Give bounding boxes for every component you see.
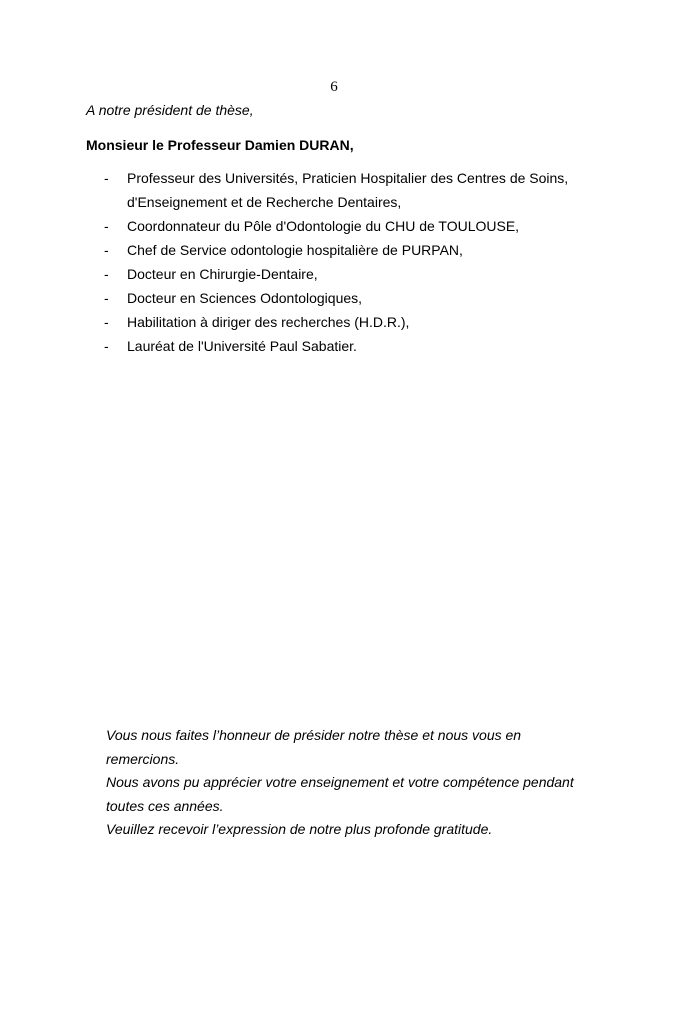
list-dash: - [104, 170, 109, 186]
title-line: Lauréat de l'Université Paul Sabatier. [127, 338, 357, 354]
dedication-heading: A notre président de thèse, [86, 102, 254, 118]
title-item [0, 166, 587, 214]
title-line: Docteur en Sciences Odontologiques, [127, 290, 363, 306]
page-number: 6 [330, 79, 338, 95]
list-dash: - [104, 290, 109, 306]
titles-list [0, 166, 587, 358]
list-dash: - [104, 338, 109, 354]
title-item [0, 238, 587, 262]
title-line: Docteur en Chirurgie-Dentaire, [127, 266, 318, 282]
closing-line: remercions. [106, 750, 180, 767]
title-line: Chef de Service odontologie hospitalière de PURPAN, [127, 242, 463, 258]
title-line: Professeur des Universités, Praticien Hospitalier des Centres de Soins, [127, 170, 569, 186]
closing-line: Veuillez recevoir l’expression de notre plus profonde gratitude. [106, 821, 493, 837]
title-line: Coordonnateur du Pôle d'Odontologie du CHU de TOULOUSE, [127, 218, 520, 234]
title-item [0, 262, 587, 286]
title-line: d'Enseignement et de Recherche Dentaires, [127, 194, 402, 210]
closing-line: toutes ces années. [106, 797, 224, 814]
honoree-name: Monsieur le Professeur Damien DURAN, [86, 137, 354, 153]
title-item [0, 286, 587, 310]
title-item [0, 310, 587, 334]
closing-line: Vous nous faites l’honneur de présider notre thèse et nous vous en [106, 727, 522, 743]
title-item [0, 214, 587, 238]
list-dash: - [104, 218, 109, 234]
title-line: Habilitation à diriger des recherches (H.D.R.), [127, 314, 410, 330]
list-dash: - [104, 266, 109, 282]
list-dash: - [104, 242, 109, 258]
closing-message [106, 724, 586, 842]
closing-line: Nous avons pu apprécier votre enseignement et votre compétence pendant [106, 774, 574, 790]
title-item [0, 334, 587, 358]
list-dash: - [104, 314, 109, 330]
